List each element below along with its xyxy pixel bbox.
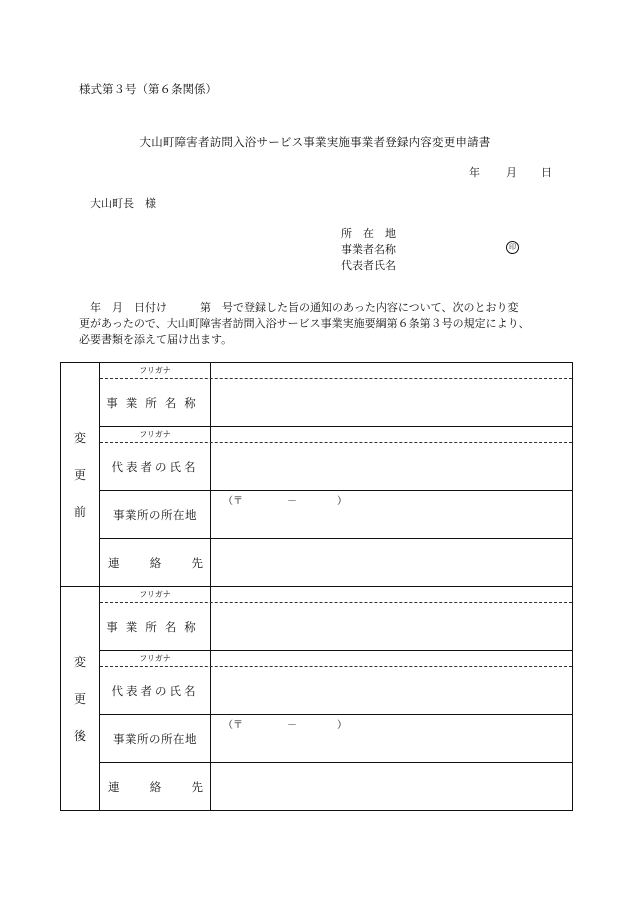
furigana-row bbox=[100, 426, 572, 442]
contact-char: 先 bbox=[191, 555, 203, 570]
rep-name-label: 代表者の氏名 bbox=[100, 443, 211, 490]
contact-row bbox=[100, 538, 572, 586]
contact-char: 連 bbox=[108, 779, 120, 794]
furigana-row bbox=[100, 650, 572, 666]
contact-row bbox=[100, 762, 572, 810]
furigana-field[interactable] bbox=[211, 427, 572, 442]
applicant-location-label: 所 在 地 bbox=[341, 227, 396, 240]
office-name-field[interactable] bbox=[211, 603, 572, 650]
postal-code bbox=[223, 492, 347, 507]
side-char: 変 bbox=[73, 655, 86, 669]
rep-name-field[interactable] bbox=[211, 443, 572, 490]
document-title: 大山町障害者訪問入浴サービス事業実施事業者登録内容変更申請書 bbox=[139, 135, 491, 149]
contact-field[interactable] bbox=[211, 763, 572, 810]
office-name-field[interactable] bbox=[211, 379, 572, 426]
office-name-label: 事業所名称 bbox=[100, 603, 211, 650]
office-name-row bbox=[100, 602, 572, 650]
side-char: 更 bbox=[73, 692, 86, 706]
postal-dash: － bbox=[287, 720, 297, 731]
furigana-row bbox=[100, 587, 572, 602]
seal-mark: 印 bbox=[506, 241, 519, 254]
side-char: 前 bbox=[73, 505, 86, 519]
body-line-3: 必要書類を添えて届け出ます。 bbox=[79, 333, 233, 346]
address-row bbox=[100, 490, 572, 538]
group-before bbox=[61, 363, 572, 586]
date-month: 月 bbox=[506, 166, 517, 179]
postal-close: ） bbox=[337, 496, 347, 507]
contact-char: 連 bbox=[108, 555, 120, 570]
body-line-2: 更があったので、大山町障害者訪問入浴サービス事業実施要綱第６条第３号の規定により、 bbox=[79, 317, 530, 330]
side-label-before bbox=[61, 363, 100, 586]
body-line-1: 年 月 日付け 第 号で登録した旨の通知のあった内容について、次のとおり変 bbox=[90, 301, 519, 314]
group-after bbox=[61, 586, 572, 810]
contact-char: 絡 bbox=[149, 779, 162, 794]
address-field[interactable] bbox=[211, 715, 572, 762]
address-label: 事業所の所在地 bbox=[100, 491, 211, 538]
side-char: 変 bbox=[73, 431, 86, 445]
furigana-label: フリガナ bbox=[100, 363, 211, 378]
address-row bbox=[100, 714, 572, 762]
applicant-company-label: 事業者名称 bbox=[341, 243, 396, 256]
date-year: 年 bbox=[469, 166, 480, 179]
postal-open: （〒 bbox=[223, 720, 243, 731]
side-char: 後 bbox=[73, 729, 86, 743]
contact-char: 先 bbox=[191, 779, 203, 794]
rep-name-label: 代表者の氏名 bbox=[100, 667, 211, 714]
address-label: 事業所の所在地 bbox=[100, 715, 211, 762]
rep-name-row bbox=[100, 666, 572, 714]
furigana-field[interactable] bbox=[211, 363, 572, 378]
furigana-field[interactable] bbox=[211, 587, 572, 602]
addressee: 大山町長 様 bbox=[90, 197, 156, 210]
postal-close: ） bbox=[337, 720, 347, 731]
office-name-row bbox=[100, 378, 572, 426]
rep-name-field[interactable] bbox=[211, 667, 572, 714]
date-day: 日 bbox=[541, 166, 552, 179]
postal-dash: － bbox=[287, 496, 297, 507]
address-field[interactable] bbox=[211, 491, 572, 538]
change-table bbox=[60, 362, 573, 811]
furigana-label: フリガナ bbox=[100, 587, 211, 602]
furigana-row bbox=[100, 363, 572, 378]
postal-code bbox=[223, 716, 347, 731]
side-label-after bbox=[61, 587, 100, 810]
side-char: 更 bbox=[73, 468, 86, 482]
furigana-label: フリガナ bbox=[100, 427, 211, 442]
office-name-label: 事業所名称 bbox=[100, 379, 211, 426]
applicant-rep-label: 代表者氏名 bbox=[341, 259, 396, 272]
body-paragraph bbox=[79, 300, 569, 348]
contact-label bbox=[100, 763, 211, 810]
furigana-label: フリガナ bbox=[100, 651, 211, 666]
contact-field[interactable] bbox=[211, 539, 572, 586]
contact-label bbox=[100, 539, 211, 586]
contact-char: 絡 bbox=[149, 555, 162, 570]
form-number: 様式第３号（第６条関係） bbox=[79, 82, 217, 96]
postal-open: （〒 bbox=[223, 496, 243, 507]
furigana-field[interactable] bbox=[211, 651, 572, 666]
rep-name-row bbox=[100, 442, 572, 490]
